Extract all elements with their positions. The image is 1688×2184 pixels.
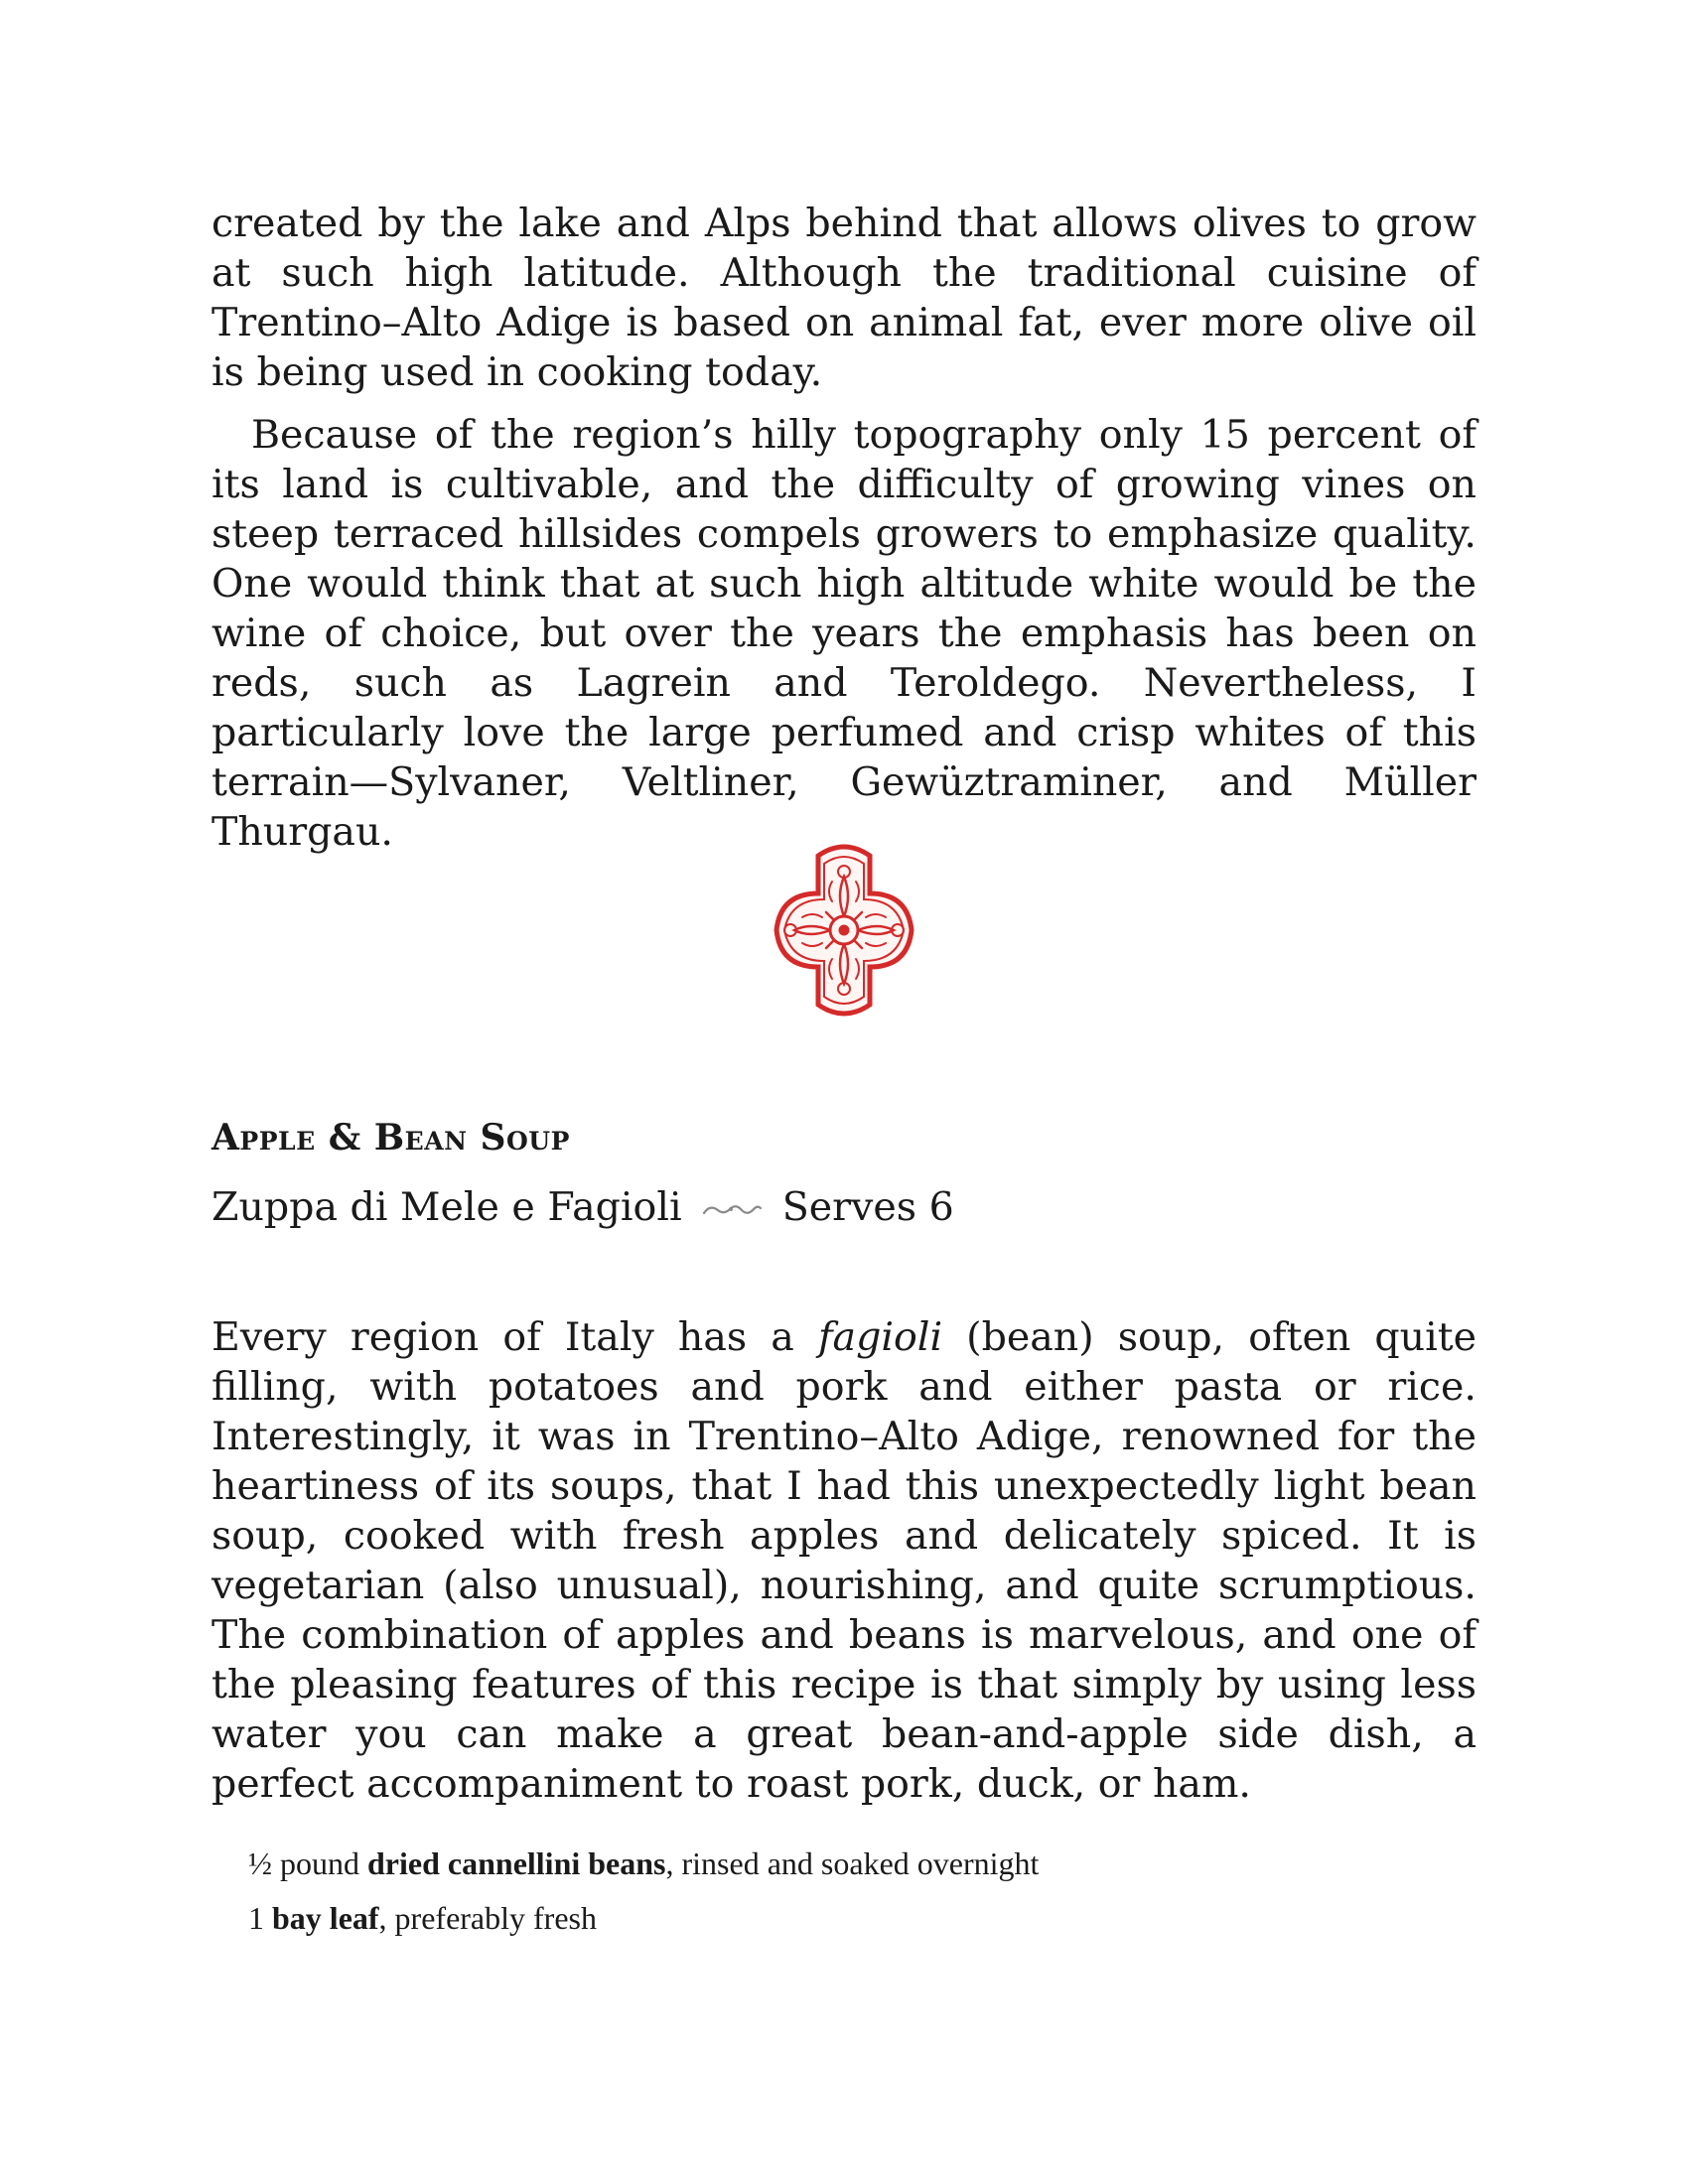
ingredient-note: , rinsed and soaked overnight [665,1845,1040,1881]
ingredient-note: , preferably fresh [378,1900,597,1936]
intro-text-rest: (bean) soup, often quite filling, with potatoes and pork and either pasta or rice. Interestingly, it was in Trentino–Alto Adige, renowned for the heartiness of its soups, that I had this unexpectedly light bean soup, cooked with fresh apples and delicately spiced. It is vegetarian (also unusual), nourishing, and quite scrumptious. The combination of apples and beans is marvelous, and one of the pleasing features of this recipe is that simply by using less water you can make a great bean-and-apple side dish, a perfect accompaniment to roast pork, duck, or ham. [211,1314,1477,1807]
recipe-serves: Serves 6 [781,1184,954,1230]
intro-text-start: Every region of Italy has a [211,1314,818,1360]
swirl-separator-icon [700,1200,764,1220]
paragraph-olive-oil: created by the lake and Alps behind that allows olives to grow at such high latitude. Although the traditional cuisine of Trentino–Alto Adige is based on animal fat, ever more olive oil is being used in cooking today. [211,201,1477,395]
ingredient-name: bay leaf [272,1900,379,1936]
red-cross-ornament-icon [767,842,921,1019]
paragraph-recipe-intro [211,1312,1477,1809]
recipe-title: Apple & Bean Soup [211,1117,570,1159]
paragraph-wine: Because of the region’s hilly topography only 15 percent of its land is cultivable, and the difficulty of growing vines on steep terraced hillsides compels growers to emphasize quality. One would think that at such high altitude white would be the wine of choice, but over the years the emphasis has been on reds, such as Lagrein and Teroldego. Nevertheless, I particularly love the large perfumed and crisp whites of this terrain—Sylvaner, Veltliner, Gewüztraminer, and Müller Thurgau. [211,412,1477,855]
recipe-subtitle [211,1179,954,1235]
intro-italic-term: fagioli [817,1314,943,1360]
ingredient-item [248,1843,1039,1883]
ingredient-list [248,1843,1039,1953]
ingredient-name: dried cannellini beans [367,1845,666,1881]
ingredient-amount: ½ pound [248,1845,367,1881]
ingredient-amount: 1 [248,1900,272,1936]
ingredient-item [248,1898,1039,1938]
recipe-italian-name: Zuppa di Mele e Fagioli [211,1184,682,1230]
